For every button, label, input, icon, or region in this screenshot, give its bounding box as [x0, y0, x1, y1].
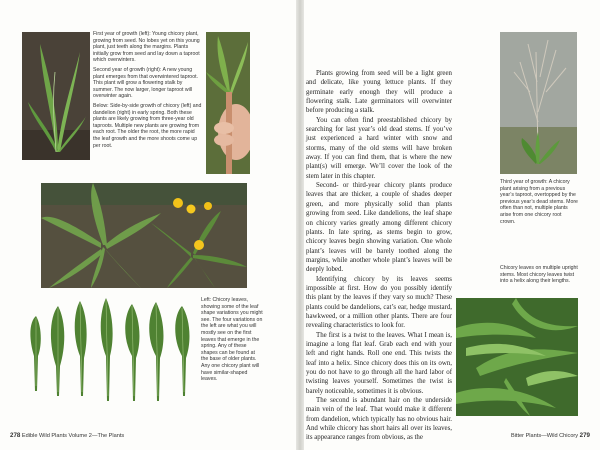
third-year-caption: Third year of growth: A chicory plant arising from a previous year’s taproot, overtopped by the previous year’s dead stems. More often than not, multiple plants arise from one chicory root crown. — [500, 179, 578, 225]
chicory-dandelion-photo — [41, 183, 247, 288]
right-page-number: 279 — [579, 432, 590, 439]
left-footer — [10, 432, 124, 439]
first-year-caption: First year of growth (left): Young chicory plant, growing from seed. No lobes yet on this young plant, just teeth along the margins. Plants initially grow from seed and lay down a taproot which overwinters. — [93, 31, 200, 64]
right-running-title: Bitter Plants—Wild Chicory — [510, 433, 579, 439]
body-paragraph: The first is a twist to the leaves. What I mean is, imagine a long flat leaf. Grab each end with your left and right hands. Roll one end. This twists the leaf into a helix. Since chicory does this on its own, you do not have to go through all the hard labor of twisting leaves yourself. Sometimes the twist is barely noticeable, sometimes it is obvious. — [306, 331, 452, 395]
second-year-taproot-photo — [206, 32, 250, 174]
third-year-chicory-photo — [500, 32, 577, 174]
right-footer — [464, 432, 590, 439]
first-year-chicory-photo — [22, 32, 90, 160]
chicory-helix-leaves-photo — [456, 298, 578, 416]
side-by-side-caption: Below: Side-by-side growth of chicory (left) and dandelion (right) in early spring. Both these plants are likely growing from three-year old taproots. Multiple new plants are growing from each root. The older the root, the more rapid the leaf growth and the more shoots come up per root. — [93, 102, 202, 149]
body-paragraph: Second- or third-year chicory plants produce leaves that are thicker, a couple of shades deeper green, and more physically solid than plants growing from seed. Like dandelions, the leaf shape on chicory varies greatly among different chicory plants. In late spring, as stems begin to grow, chicory leaves begin showing variation. One whole plant’s leaves will be barely toothed along the margins, while another whole plant’s leaves will be deeply lobed. — [306, 182, 452, 274]
leaf-variations-photo — [22, 296, 198, 416]
left-page-number: 278 — [10, 432, 21, 439]
body-paragraph: Identifying chicory by its leaves seems impossible at first. How do you possibly identify this plant by the leaves if they vary so much? These plants could be dandelions, cat’s ear, hedge mustard, hawkweed, or a million other plants. There are four revealing characteristics to look for. — [306, 275, 452, 330]
leaf-variations-caption: Left: Chicory leaves, showing some of the leaf shape variations you might see. The four variations on the left are what you will mostly see on the first leaves that emerge in the spring. Any of these shapes can be found at the base of older plants. Any one chicory plant will have similar-shaped leaves. — [201, 297, 263, 383]
body-paragraph: You can often find preestablished chicory by searching for last year’s old dead stems. If you’ve just experienced a hard winter with snow and storms, many of the old stems will have broken away. If you can find them, that is where the new plant(s) will emerge. We’ll cover the look of the stem later in this chapter. — [306, 116, 452, 180]
left-running-title: Edible Wild Plants Volume 2—The Plants — [21, 433, 125, 439]
growth-captions — [93, 31, 203, 152]
second-year-caption: Second year of growth (right): A new young plant emerges from that overwintered taproot. This plant will grow a flowering stalk by summer. The now larger, longer taproot will overwinter again. — [93, 66, 198, 100]
body-paragraph: Plants growing from seed will be a light green and delicate, like young lettuce plants. If they germinate early enough they will produce a flowering stalk. Late germinators will overwinter before producing a stalk. — [306, 70, 452, 115]
helix-leaves-caption: Chicory leaves on multiple upright stems. Most chicory leaves twist into a helix along their lengths. — [500, 265, 578, 285]
body-text — [306, 69, 452, 443]
book-gutter — [296, 0, 304, 450]
body-paragraph: The second is abundant hair on the underside main vein of the leaf. That would make it different from dandelion, which typically has no obvious hair. And while chicory has short hairs all over its leaves, its appearance ranges from obvious, as the — [306, 397, 452, 442]
